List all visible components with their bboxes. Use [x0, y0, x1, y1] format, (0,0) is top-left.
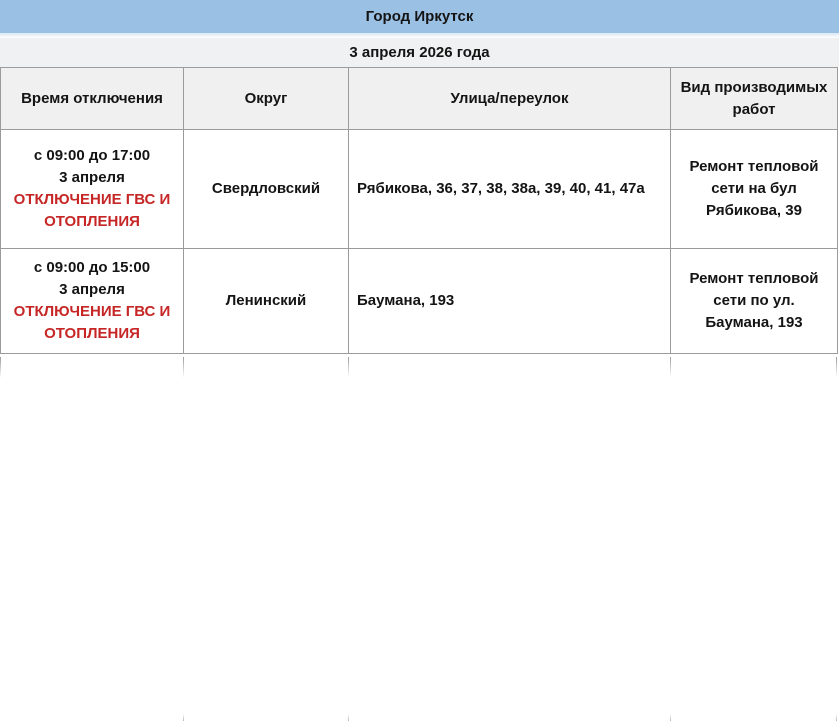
table-row [1, 130, 838, 249]
bottom-border-stub [183, 714, 184, 721]
fading-border-right [836, 357, 837, 378]
column-header-street: Улица/переулок [349, 68, 671, 130]
fading-border-col4 [670, 357, 671, 378]
table-row [1, 249, 838, 354]
fading-border-left [0, 357, 1, 378]
outage-type: ОТКЛЮЧЕНИЕ ГВС И ОТОПЛЕНИЯ [13, 191, 171, 230]
column-header-time: Время отключения [1, 68, 184, 130]
cell-time [1, 249, 184, 354]
cell-street: Баумана, 193 [349, 249, 671, 354]
outage-date: 3 апреля [59, 169, 125, 186]
bottom-border-stub [348, 714, 349, 721]
column-header-work: Вид производимых работ [671, 68, 838, 130]
cell-work: Ремонт тепловой сети по ул. Баумана, 193 [671, 249, 838, 354]
column-header-okrug: Округ [184, 68, 349, 130]
bottom-border-stub [836, 714, 837, 721]
city-title-bar: Город Иркутск [0, 0, 839, 33]
outage-time: с 09:00 до 15:00 [33, 259, 151, 276]
outage-table [0, 67, 838, 354]
outage-time: с 09:00 до 17:00 [33, 147, 151, 164]
cell-district: Ленинский [184, 249, 349, 354]
cell-work: Ремонт тепловой сети на бул Рябикова, 39 [671, 130, 838, 249]
fading-border-col3 [348, 357, 349, 378]
cell-time [1, 130, 184, 249]
fading-border-col2 [183, 357, 184, 378]
cell-district: Свердловский [184, 130, 349, 249]
table-header-row [1, 68, 838, 130]
bottom-border-stub [670, 714, 671, 721]
cell-street: Рябикова, 36, 37, 38, 38а, 39, 40, 41, 47а [349, 130, 671, 249]
date-title-bar: 3 апреля 2026 года [0, 38, 839, 67]
outage-date: 3 апреля [59, 281, 125, 298]
outage-type: ОТКЛЮЧЕНИЕ ГВС И ОТОПЛЕНИЯ [13, 303, 171, 342]
